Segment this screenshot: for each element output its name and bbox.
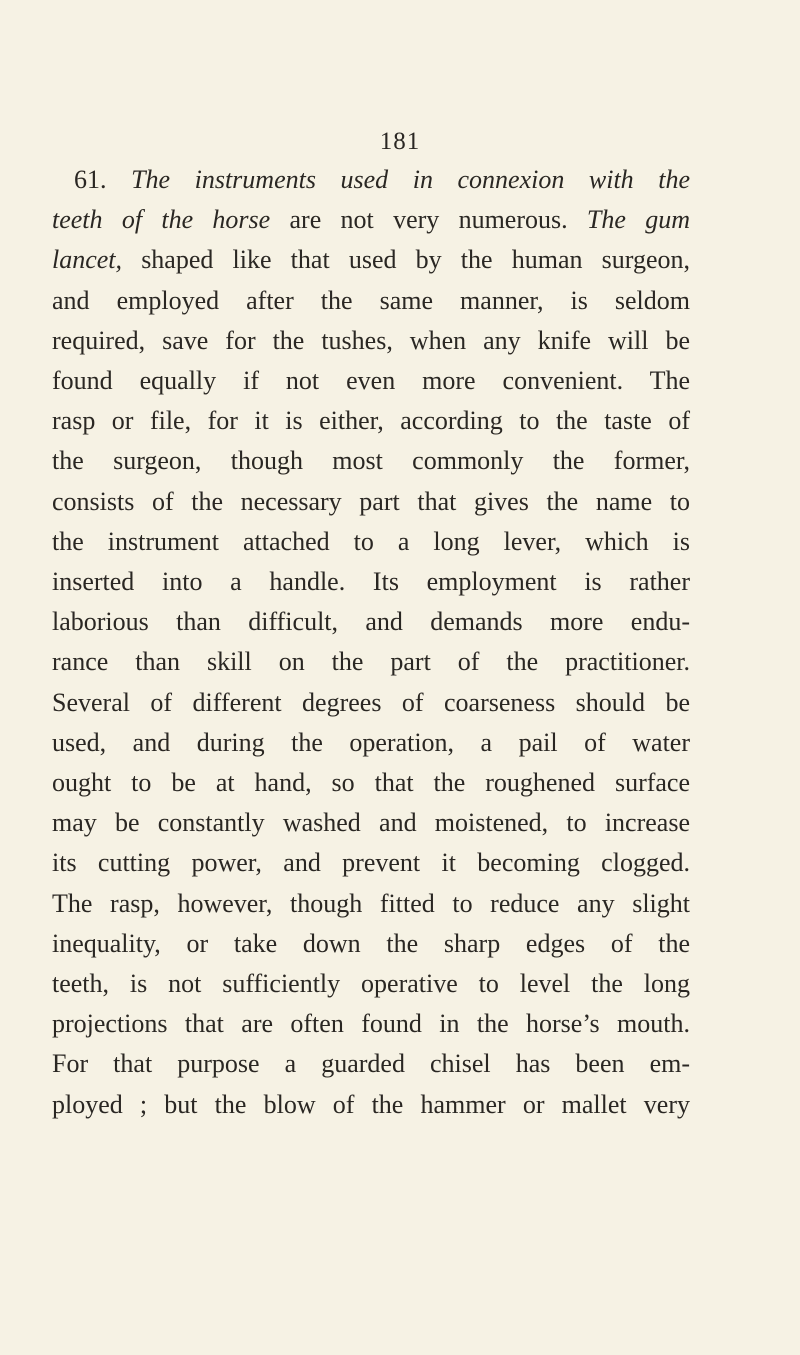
text-segment: inequality, or take down the sharp edges of the: [52, 928, 690, 958]
text-segment: shaped like that used by the human surgeon,: [122, 245, 690, 275]
text-segment: rance than skill on the part of the practitioner.: [52, 647, 690, 677]
italic-text: lancet,: [52, 245, 123, 275]
italic-text: The instruments used in connexion with the: [131, 165, 691, 194]
text-line: [52, 160, 690, 200]
text-segment: The rasp, however, though fitted to reduce any slight: [52, 888, 690, 918]
text-line: [52, 200, 690, 240]
italic-text: teeth of the horse: [52, 205, 271, 235]
text-segment: rasp or file, for it is either, according to the taste of: [52, 406, 690, 436]
text-line: [52, 763, 690, 803]
text-segment: its cutting power, and prevent it becoming clogged.: [52, 848, 690, 878]
text-line: [52, 924, 690, 964]
text-line: [52, 602, 690, 642]
text-segment: required, save for the tushes, when any knife will be: [52, 325, 690, 355]
text-line: [52, 562, 690, 602]
text-segment: the instrument attached to a long lever, which is: [52, 526, 690, 556]
text-segment: ployed ; but the blow of the hammer or mallet very: [52, 1089, 690, 1119]
text-segment: inserted into a handle. Its employment is rather: [52, 567, 690, 597]
text-segment: consists of the necessary part that gives the name to: [52, 486, 690, 516]
page-number: 181: [379, 128, 421, 155]
text-line: [52, 683, 690, 723]
text-segment: ought to be at hand, so that the roughened surface: [52, 768, 690, 798]
text-segment: are not very numerous.: [270, 205, 587, 235]
text-line: [52, 441, 690, 481]
text-segment: 61.: [74, 165, 132, 194]
text-line: [52, 281, 690, 321]
text-line: [52, 522, 690, 562]
text-segment: the surgeon, though most commonly the former,: [52, 446, 690, 476]
text-segment: and employed after the same manner, is seldom: [52, 285, 690, 315]
text-segment: projections that are often found in the horse’s mouth.: [52, 1009, 690, 1039]
text-line: [52, 321, 690, 361]
text-line: [52, 843, 690, 883]
text-line: [52, 482, 690, 522]
text-segment: For that purpose a guarded chisel has been em-: [52, 1049, 690, 1079]
text-segment: teeth, is not sufficiently operative to level the long: [52, 969, 690, 999]
text-line: [52, 1044, 690, 1084]
text-segment: used, and during the operation, a pail of water: [52, 727, 690, 757]
text-segment: found equally if not even more convenient. The: [52, 366, 690, 396]
text-line: [52, 642, 690, 682]
text-line: [52, 803, 690, 843]
italic-text: The gum: [586, 205, 691, 235]
text-line: [52, 723, 690, 763]
text-line: [52, 1085, 690, 1125]
text-segment: laborious than difficult, and demands more endu-: [52, 607, 690, 637]
text-line: [52, 361, 690, 401]
text-line: [52, 1004, 690, 1044]
text-line: [52, 401, 690, 441]
text-line: [52, 240, 690, 280]
text-segment: may be constantly washed and moistened, to increase: [52, 808, 690, 838]
body-paragraph: [52, 160, 690, 1125]
text-line: [52, 884, 690, 924]
text-line: [52, 964, 690, 1004]
text-segment: Several of different degrees of coarseness should be: [52, 687, 690, 717]
